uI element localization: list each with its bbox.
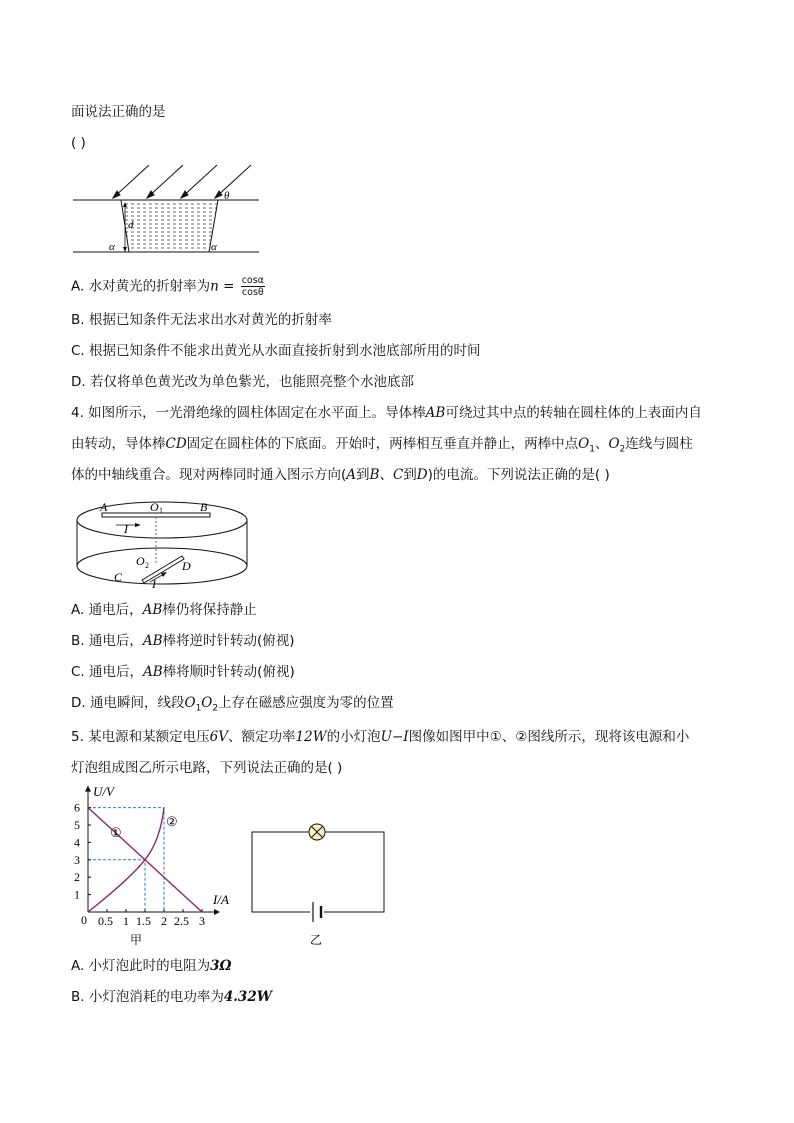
q4-cylinder-figure xyxy=(74,496,254,591)
guide-operating-point xyxy=(88,860,145,912)
label-o2-sub: 2 xyxy=(145,561,149,570)
label-o1: O xyxy=(150,500,159,514)
label-o2: O xyxy=(136,554,145,568)
q4-stem-line3: 体的中轴线重合。现对两棒同时通入图示方向(A到B、C到D)的电流。下列说法正确的是( ) xyxy=(71,467,610,483)
label-o1-sub: 1 xyxy=(159,506,163,515)
origin-label: 0 xyxy=(81,913,87,927)
x-tick-label: 3 xyxy=(199,914,205,928)
theta-label: θ xyxy=(224,190,230,202)
q4-option-d: D. 通电瞬间，线段$O_1O_2$上存在磁感应强度为零的位置 xyxy=(71,695,394,714)
q4-stem-line1: 4. 如图所示，一光滑绝缘的圆柱体固定在水平面上。导体棒AB可绕过其中点的转轴在圆柱体的上表面内自 xyxy=(71,405,702,421)
y-tick-label: 3 xyxy=(74,852,80,867)
q4-option-a: A. 通电后，AB棒仍将保持静止 xyxy=(71,602,257,618)
q3-option-b: B. 根据已知条件无法求出水对黄光的折射率 xyxy=(71,312,332,328)
graph-caption: 甲 xyxy=(130,933,143,947)
q3-pool-figure xyxy=(71,162,271,257)
q4-option-c: C. 通电后，AB棒将顺时针转动(俯视) xyxy=(71,664,295,680)
q4-stem-line2: 由转动，导体棒CD固定在圆柱体的下底面。开始时，两棒相互垂直并静止，两棒中点$O_1$、$O_2$连线与圆柱 xyxy=(71,436,693,455)
y-tick-label: 1 xyxy=(74,887,80,902)
circuit-caption: 乙 xyxy=(310,933,323,947)
label-i-bottom: I xyxy=(152,577,156,591)
incident-rays xyxy=(113,165,251,198)
q5-option-a: A. 小灯泡此时的电阻为3Ω xyxy=(71,958,232,974)
q3-option-c: C. 根据已知条件不能求出黄光从水面直接折射到水池底部所用的时间 xyxy=(71,343,481,359)
label-d: D xyxy=(182,559,191,573)
y-axis-label: U/V xyxy=(93,784,114,799)
circuit-wire xyxy=(252,832,312,912)
alpha-left-label: α xyxy=(109,241,115,253)
x-tick-label: 1.5 xyxy=(136,914,151,928)
cylinder-bottom-back xyxy=(77,548,247,566)
y-tick-label: 6 xyxy=(74,800,80,815)
q5-circuit-figure xyxy=(250,820,390,950)
x-tick-label: 1 xyxy=(123,914,129,928)
q5-ui-graph xyxy=(66,780,246,950)
depth-label: d xyxy=(128,219,134,231)
x-tick-label: 0.5 xyxy=(98,914,113,928)
y-axis-arrow xyxy=(85,786,91,792)
x-axis-label: I/A xyxy=(213,892,229,907)
q3-option-d: D. 若仅将单色黄光改为单色紫光，也能照亮整个水池底部 xyxy=(71,374,414,390)
label-c: C xyxy=(114,570,123,584)
curve1-label: ① xyxy=(110,825,122,840)
q3-stem-tail: 面说法正确的是 xyxy=(71,104,166,120)
y-tick-label: 5 xyxy=(74,818,80,832)
y-tick-label: 4 xyxy=(74,835,80,850)
x-tick-label: 2 xyxy=(161,914,167,928)
q3-option-a: A. 水对黄光的折射率为n = $\frac{\cos\alpha}{\cos\theta}$ xyxy=(71,275,264,298)
alpha-right-label: α xyxy=(211,241,217,253)
label-i-top: I xyxy=(124,522,128,536)
label-b: B xyxy=(200,500,208,514)
battery-icon xyxy=(313,902,321,922)
q4-option-b: B. 通电后，AB棒将逆时针转动(俯视) xyxy=(71,633,295,649)
q3-answer-paren: ( ) xyxy=(71,135,86,151)
label-a: A xyxy=(100,500,108,514)
curve2-label: ② xyxy=(166,814,178,829)
water-region xyxy=(121,200,218,252)
q5-stem-line1: 5. 某电源和某额定电压6V、额定功率12W的小灯泡U−I图像如图甲中①、②图线所示，现将该电源和小 xyxy=(71,729,690,745)
x-axis-arrow xyxy=(214,909,220,915)
q5-stem-line2: 灯泡组成图乙所示电路，下列说法正确的是( ) xyxy=(71,760,343,776)
y-tick-label: 2 xyxy=(74,870,80,885)
x-tick-label: 2.5 xyxy=(174,914,189,928)
q5-option-b: B. 小灯泡消耗的电功率为4.32W xyxy=(71,989,272,1005)
